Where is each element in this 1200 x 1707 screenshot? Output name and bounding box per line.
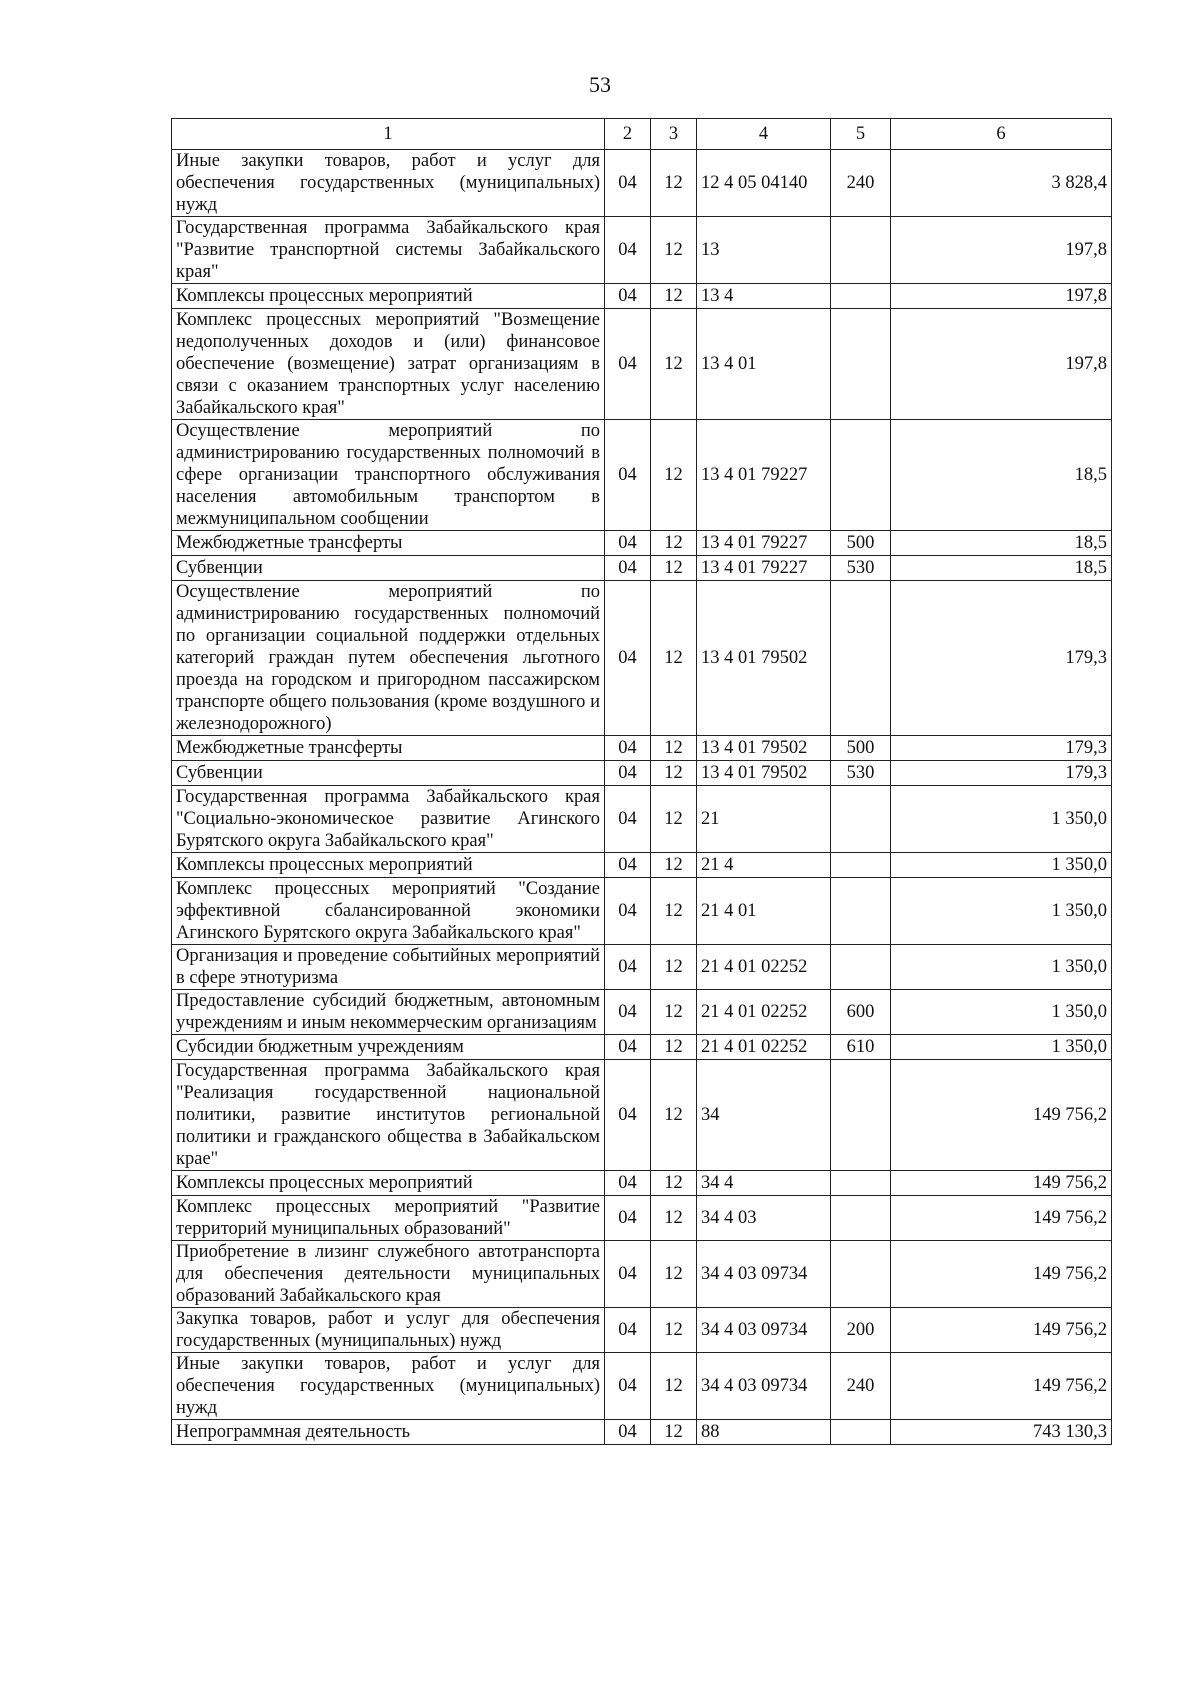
section-cell: 04 bbox=[605, 420, 651, 531]
section-cell: 04 bbox=[605, 1241, 651, 1308]
name-cell: Государственная программа Забайкальского края "Социально-экономическое развитие Агинского Бурятского округа Забайкальского края" bbox=[172, 786, 605, 853]
target-article-cell: 21 4 01 02252 bbox=[697, 990, 831, 1035]
table-body bbox=[172, 150, 1112, 1445]
name-cell: Субвенции bbox=[172, 556, 605, 581]
table-row bbox=[172, 217, 1112, 284]
header-cell: 1 bbox=[172, 119, 605, 150]
section-cell: 04 bbox=[605, 309, 651, 420]
expense-type-cell: 600 bbox=[831, 990, 891, 1035]
amount-cell: 149 756,2 bbox=[891, 1241, 1112, 1308]
header-cell: 5 bbox=[831, 119, 891, 150]
section-cell: 04 bbox=[605, 1353, 651, 1420]
section-cell: 04 bbox=[605, 1308, 651, 1353]
expense-type-cell bbox=[831, 309, 891, 420]
header-cell: 3 bbox=[651, 119, 697, 150]
section-cell: 04 bbox=[605, 150, 651, 217]
table-row bbox=[172, 284, 1112, 309]
budget-table bbox=[171, 118, 1112, 1445]
subsection-cell: 12 bbox=[651, 1035, 697, 1060]
amount-cell: 179,3 bbox=[891, 736, 1112, 761]
subsection-cell: 12 bbox=[651, 217, 697, 284]
expense-type-cell: 530 bbox=[831, 556, 891, 581]
target-article-cell: 13 4 01 bbox=[697, 309, 831, 420]
table-row bbox=[172, 556, 1112, 581]
amount-cell: 18,5 bbox=[891, 531, 1112, 556]
amount-cell: 1 350,0 bbox=[891, 853, 1112, 878]
target-article-cell: 34 4 03 09734 bbox=[697, 1353, 831, 1420]
target-article-cell: 21 4 bbox=[697, 853, 831, 878]
expense-type-cell bbox=[831, 217, 891, 284]
expense-type-cell bbox=[831, 1196, 891, 1241]
expense-type-cell: 200 bbox=[831, 1308, 891, 1353]
section-cell: 04 bbox=[605, 736, 651, 761]
subsection-cell: 12 bbox=[651, 1171, 697, 1196]
section-cell: 04 bbox=[605, 1420, 651, 1445]
subsection-cell: 12 bbox=[651, 945, 697, 990]
table-row bbox=[172, 1171, 1112, 1196]
subsection-cell: 12 bbox=[651, 1196, 697, 1241]
subsection-cell: 12 bbox=[651, 990, 697, 1035]
target-article-cell: 13 4 01 79227 bbox=[697, 531, 831, 556]
section-cell: 04 bbox=[605, 786, 651, 853]
section-cell: 04 bbox=[605, 284, 651, 309]
amount-cell: 743 130,3 bbox=[891, 1420, 1112, 1445]
name-cell: Комплекс процессных мероприятий "Возмещение недополученных доходов и (или) финансовое обеспечение (возмещение) затрат организациям в связи с оказанием транспортных услуг населению Забайкальского края" bbox=[172, 309, 605, 420]
section-cell: 04 bbox=[605, 945, 651, 990]
target-article-cell: 13 4 01 79227 bbox=[697, 556, 831, 581]
name-cell: Государственная программа Забайкальского края "Развитие транспортной системы Забайкальского края" bbox=[172, 217, 605, 284]
subsection-cell: 12 bbox=[651, 309, 697, 420]
table-row bbox=[172, 1353, 1112, 1420]
amount-cell: 1 350,0 bbox=[891, 1035, 1112, 1060]
table-row bbox=[172, 150, 1112, 217]
name-cell: Государственная программа Забайкальского края "Реализация государственной национальной политики, развитие институтов региональной политики и гражданского общества в Забайкальском крае" bbox=[172, 1060, 605, 1171]
table-row bbox=[172, 990, 1112, 1035]
target-article-cell: 34 4 bbox=[697, 1171, 831, 1196]
subsection-cell: 12 bbox=[651, 556, 697, 581]
amount-cell: 3 828,4 bbox=[891, 150, 1112, 217]
page-number: 53 bbox=[589, 72, 611, 97]
expense-type-cell bbox=[831, 853, 891, 878]
section-cell: 04 bbox=[605, 1035, 651, 1060]
name-cell: Субвенции bbox=[172, 761, 605, 786]
expense-type-cell: 240 bbox=[831, 150, 891, 217]
name-cell: Организация и проведение событийных мероприятий в сфере этнотуризма bbox=[172, 945, 605, 990]
table-row bbox=[172, 786, 1112, 853]
table-header-row bbox=[172, 119, 1112, 150]
target-article-cell: 13 4 01 79227 bbox=[697, 420, 831, 531]
subsection-cell: 12 bbox=[651, 786, 697, 853]
amount-cell: 1 350,0 bbox=[891, 878, 1112, 945]
table-row bbox=[172, 945, 1112, 990]
subsection-cell: 12 bbox=[651, 1308, 697, 1353]
name-cell: Осуществление мероприятий по администрированию государственных полномочий в сфере организации транспортного обслуживания населения автомобильным транспортом в межмуниципальном сообщении bbox=[172, 420, 605, 531]
target-article-cell: 34 4 03 bbox=[697, 1196, 831, 1241]
target-article-cell: 21 4 01 02252 bbox=[697, 945, 831, 990]
subsection-cell: 12 bbox=[651, 1241, 697, 1308]
table-row bbox=[172, 1420, 1112, 1445]
expense-type-cell: 500 bbox=[831, 531, 891, 556]
table-row bbox=[172, 420, 1112, 531]
subsection-cell: 12 bbox=[651, 1420, 697, 1445]
target-article-cell: 13 4 bbox=[697, 284, 831, 309]
expense-type-cell bbox=[831, 878, 891, 945]
target-article-cell: 13 4 01 79502 bbox=[697, 761, 831, 786]
section-cell: 04 bbox=[605, 853, 651, 878]
expense-type-cell bbox=[831, 420, 891, 531]
table-row bbox=[172, 1060, 1112, 1171]
subsection-cell: 12 bbox=[651, 531, 697, 556]
amount-cell: 197,8 bbox=[891, 284, 1112, 309]
amount-cell: 18,5 bbox=[891, 556, 1112, 581]
target-article-cell: 34 4 03 09734 bbox=[697, 1241, 831, 1308]
table-row bbox=[172, 1196, 1112, 1241]
amount-cell: 1 350,0 bbox=[891, 786, 1112, 853]
section-cell: 04 bbox=[605, 990, 651, 1035]
table-row bbox=[172, 1035, 1112, 1060]
name-cell: Комплексы процессных мероприятий bbox=[172, 284, 605, 309]
section-cell: 04 bbox=[605, 761, 651, 786]
target-article-cell: 12 4 05 04140 bbox=[697, 150, 831, 217]
section-cell: 04 bbox=[605, 1196, 651, 1241]
amount-cell: 197,8 bbox=[891, 309, 1112, 420]
expense-type-cell bbox=[831, 581, 891, 736]
subsection-cell: 12 bbox=[651, 420, 697, 531]
table-row bbox=[172, 736, 1112, 761]
name-cell: Комплекс процессных мероприятий "Развитие территорий муниципальных образований" bbox=[172, 1196, 605, 1241]
subsection-cell: 12 bbox=[651, 284, 697, 309]
expense-type-cell bbox=[831, 945, 891, 990]
name-cell: Непрограммная деятельность bbox=[172, 1420, 605, 1445]
subsection-cell: 12 bbox=[651, 150, 697, 217]
subsection-cell: 12 bbox=[651, 736, 697, 761]
header-cell: 6 bbox=[891, 119, 1112, 150]
amount-cell: 197,8 bbox=[891, 217, 1112, 284]
target-article-cell: 13 4 01 79502 bbox=[697, 736, 831, 761]
target-article-cell: 34 bbox=[697, 1060, 831, 1171]
name-cell: Осуществление мероприятий по администрированию государственных полномочий по организации социальной поддержки отдельных категорий граждан путем обеспечения льготного проезда на городском и пригородном пассажирском транспорте общего пользования (кроме воздушного и железнодорожного) bbox=[172, 581, 605, 736]
table-row bbox=[172, 309, 1112, 420]
expense-type-cell: 610 bbox=[831, 1035, 891, 1060]
amount-cell: 1 350,0 bbox=[891, 990, 1112, 1035]
section-cell: 04 bbox=[605, 217, 651, 284]
section-cell: 04 bbox=[605, 878, 651, 945]
amount-cell: 179,3 bbox=[891, 761, 1112, 786]
name-cell: Иные закупки товаров, работ и услуг для обеспечения государственных (муниципальных) нужд bbox=[172, 1353, 605, 1420]
name-cell: Комплексы процессных мероприятий bbox=[172, 1171, 605, 1196]
expense-type-cell: 530 bbox=[831, 761, 891, 786]
target-article-cell: 13 bbox=[697, 217, 831, 284]
expense-type-cell bbox=[831, 284, 891, 309]
header-cell: 2 bbox=[605, 119, 651, 150]
target-article-cell: 21 4 01 02252 bbox=[697, 1035, 831, 1060]
expense-type-cell bbox=[831, 1060, 891, 1171]
target-article-cell: 13 4 01 79502 bbox=[697, 581, 831, 736]
table-row bbox=[172, 531, 1112, 556]
name-cell: Комплекс процессных мероприятий "Создание эффективной сбалансированной экономики Агинского Бурятского округа Забайкальского края" bbox=[172, 878, 605, 945]
table-row bbox=[172, 853, 1112, 878]
expense-type-cell: 240 bbox=[831, 1353, 891, 1420]
name-cell: Субсидии бюджетным учреждениям bbox=[172, 1035, 605, 1060]
target-article-cell: 21 bbox=[697, 786, 831, 853]
amount-cell: 18,5 bbox=[891, 420, 1112, 531]
table-row bbox=[172, 581, 1112, 736]
expense-type-cell bbox=[831, 1241, 891, 1308]
expense-type-cell bbox=[831, 1171, 891, 1196]
subsection-cell: 12 bbox=[651, 761, 697, 786]
amount-cell: 179,3 bbox=[891, 581, 1112, 736]
amount-cell: 149 756,2 bbox=[891, 1308, 1112, 1353]
name-cell: Приобретение в лизинг служебного автотранспорта для обеспечения деятельности муниципальных образований Забайкальского края bbox=[172, 1241, 605, 1308]
table-row bbox=[172, 878, 1112, 945]
target-article-cell: 34 4 03 09734 bbox=[697, 1308, 831, 1353]
amount-cell: 149 756,2 bbox=[891, 1353, 1112, 1420]
section-cell: 04 bbox=[605, 531, 651, 556]
section-cell: 04 bbox=[605, 1060, 651, 1171]
name-cell: Предоставление субсидий бюджетным, автономным учреждениям и иным некоммерческим организациям bbox=[172, 990, 605, 1035]
name-cell: Закупка товаров, работ и услуг для обеспечения государственных (муниципальных) нужд bbox=[172, 1308, 605, 1353]
subsection-cell: 12 bbox=[651, 581, 697, 736]
amount-cell: 1 350,0 bbox=[891, 945, 1112, 990]
subsection-cell: 12 bbox=[651, 878, 697, 945]
name-cell: Межбюджетные трансферты bbox=[172, 531, 605, 556]
amount-cell: 149 756,2 bbox=[891, 1171, 1112, 1196]
amount-cell: 149 756,2 bbox=[891, 1060, 1112, 1171]
name-cell: Межбюджетные трансферты bbox=[172, 736, 605, 761]
expense-type-cell bbox=[831, 786, 891, 853]
expense-type-cell: 500 bbox=[831, 736, 891, 761]
table-row bbox=[172, 1241, 1112, 1308]
subsection-cell: 12 bbox=[651, 853, 697, 878]
table-row bbox=[172, 761, 1112, 786]
section-cell: 04 bbox=[605, 556, 651, 581]
section-cell: 04 bbox=[605, 1171, 651, 1196]
name-cell: Комплексы процессных мероприятий bbox=[172, 853, 605, 878]
subsection-cell: 12 bbox=[651, 1060, 697, 1171]
table-row bbox=[172, 1308, 1112, 1353]
section-cell: 04 bbox=[605, 581, 651, 736]
target-article-cell: 88 bbox=[697, 1420, 831, 1445]
expense-type-cell bbox=[831, 1420, 891, 1445]
subsection-cell: 12 bbox=[651, 1353, 697, 1420]
header-cell: 4 bbox=[697, 119, 831, 150]
amount-cell: 149 756,2 bbox=[891, 1196, 1112, 1241]
name-cell: Иные закупки товаров, работ и услуг для обеспечения государственных (муниципальных) нужд bbox=[172, 150, 605, 217]
target-article-cell: 21 4 01 bbox=[697, 878, 831, 945]
